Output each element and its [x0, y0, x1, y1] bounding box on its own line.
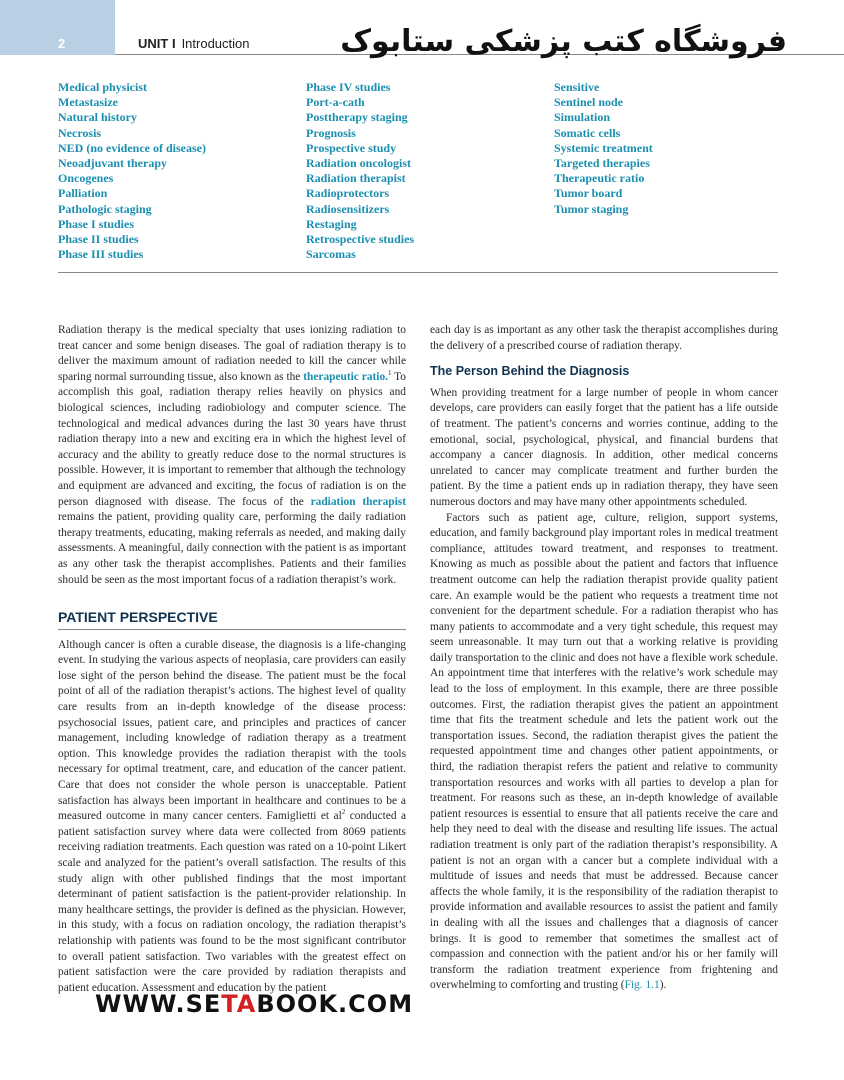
- patient-perspective-paragraph: Although cancer is often a curable disease, the diagnosis is a life-changing event. In studying the various aspects of neoplasia, care providers can easily lose sight of the person behind the disease. The patient must be the focal point of all of the radiation therapist’s actions. The highest level of quality care results from an in-depth knowledge of the disease process: psychosocial issues, patient care, and principles and practices of cancer management, including knowledge of radiation therapy as a treatment option. This knowledge provides the radiation therapist with the tools necessary for optimal treatment, care, and education of the cancer patient. Care that does not consider the whole person is unacceptable. Patient satisfaction has always been important in healthcare and continues to be a measured outcome in many cancer centers. Famiglietti et $al^2$ conducted a patient satisfaction survey where data were collected from 8069 patients receiving radiation treatments. Each question was rated on a 10-point Likert scale and analyzed for the patient’s overall satisfaction. The results of this study align with other published findings that the most important determinant of patient satisfaction is the patient-provider relationship. In many healthcare settings, the provider is defined as the physician. However, in this study, with a focus on radiation oncology, the radiation therapist’s relationship with patients was found to be the most significant contributor to overall patient satisfaction. Two variables with the greatest effect on patient satisfaction were the care provided by radiation therapists and patient education. Assessment and education by the patient: [58, 638, 407, 994]
- key-term: Phase II studies: [58, 232, 139, 247]
- brand-logo-text: فروشگاه کتب پزشکی ستابوک: [340, 24, 787, 59]
- key-term: Simulation: [554, 110, 611, 125]
- key-term: Radiosensitizers: [306, 201, 390, 216]
- key-term: Neoadjuvant therapy: [58, 156, 168, 171]
- key-term: Restaging: [306, 216, 357, 231]
- page-number: 2: [58, 36, 66, 51]
- watermark: WWW.SETABOOK.COM: [95, 990, 414, 1018]
- reference-1: 1: [388, 368, 392, 377]
- key-terms-column-3: [554, 80, 784, 217]
- term-therapeutic-ratio: therapeutic ratio.: [303, 370, 388, 383]
- key-term: Palliation: [58, 186, 108, 201]
- unit-title: Introduction: [181, 36, 250, 51]
- key-term: Tumor board: [554, 186, 623, 201]
- key-term: Pathologic staging: [58, 201, 152, 216]
- key-term: Somatic cells: [554, 125, 621, 140]
- key-term: Radioprotectors: [306, 186, 390, 201]
- key-term: Targeted therapies: [554, 156, 650, 171]
- key-term: Phase I studies: [58, 216, 135, 231]
- key-terms-column-1: [58, 80, 288, 262]
- key-term: Prospective study: [306, 140, 397, 155]
- key-term: Sarcomas: [306, 247, 356, 262]
- key-term: Phase III studies: [58, 247, 144, 262]
- running-header: [138, 36, 250, 51]
- key-term: Tumor staging: [554, 201, 629, 216]
- right-column: [430, 323, 778, 994]
- left-column: [58, 323, 406, 996]
- key-term: Medical physicist: [58, 80, 147, 94]
- key-term: Sensitive: [554, 80, 600, 94]
- key-terms-column-2: [306, 80, 536, 262]
- key-term: Posttherapy staging: [306, 110, 408, 125]
- key-term: Phase IV studies: [306, 80, 391, 94]
- key-term: Radiation oncologist: [306, 156, 412, 171]
- key-term: Systemic treatment: [554, 140, 653, 155]
- key-term: NED (no evidence of disease): [58, 140, 206, 155]
- key-term: Port-a-cath: [306, 95, 365, 110]
- key-term: Radiation therapist: [306, 171, 406, 186]
- key-term: Retrospective studies: [306, 232, 415, 247]
- key-term: Necrosis: [58, 125, 102, 140]
- person-behind-paragraph: When providing treatment for a large number of people in whom cancer develops, care providers can easily forget that the patient has a life outside of treatment. The patient’s concerns and worries continue, adding to the emotional, social, psychological, physical, and financial burdens that accompany a cancer diagnosis. In addition, other medical concerns unrelated to cancer may complicate treatment and further burden the patient. By the time a patient ends up in radiation therapy, they have seen numerous doctors and may have many other appointments scheduled.: [430, 386, 778, 508]
- key-term: Sentinel node: [554, 95, 624, 110]
- unit-label: UNIT I: [138, 36, 176, 51]
- continued-paragraph: each day is as important as any other task the therapist accomplishes during the delivery of a prescribed course of radiation therapy.: [430, 324, 778, 352]
- figure-link[interactable]: Fig. 1.1: [624, 979, 660, 992]
- intro-paragraph: Radiation therapy is the medical specialty that uses ionizing radiation to treat cancer and some benign diseases. The goal of radiation therapy is to deliver the maximum amount of radiation needed to kill the cancer while sparing normal surrounding tissue, also known as the therapeutic ratio.$^1$ To accomplish this goal, radiation therapy relies heavily on physics and biological sciences, including radiobiology and computer science. The technological and medical advances during the last 30 years have thrust radiation therapy into a new and exciting era in which the highest level of accuracy and the ability to greatly reduce dose to the normal structures is possible. However, it is important to remember that although the technology and equipment are advanced and exciting, the focus of radiation is on the person diagnosed with disease. The focus of the radiation therapist remains the patient, providing quality care, performing the daily radiation therapy treatments, educating, making referrals as needed, and making daily assessments. A meaningful, daily connection with the patient is as important as any other task the therapist accomplishes. Patients and their families should be seen as the most important focus of a radiation therapist’s work.: [58, 324, 407, 586]
- key-term: Therapeutic ratio: [554, 171, 645, 186]
- factors-paragraph: Factors such as patient age, culture, religion, support systems, education, and family background play important roles in medical treatment compliance, attitudes toward treatment, and responses to treatment. Knowing as much as possible about the patient and factors that influence treatment outcome can help the radiation therapist provide quality patient care. An example would be the patient who requests a treatment time not convenient for the department schedule. For a radiation therapist who has many patients to accommodate and a very tight schedule, this request may seem unreasonable. It may turn out that a working relative is providing daily transportation to the clinic and does not have a flexible work schedule. An appointment time that interferes with the relative’s work schedule may lead to the loss of employment. In this example, there are three possible outcomes. First, the radiation therapist gives the patient an appointment time that fits the treatment schedule and lets the patient work out the transportation issues. Second, the radiation therapist gives the patient the requested appointment time and changes other patient appointments, or third, the radiation therapist refers the patient and relative to community transportation resources and works with all parties to develop a plan for treatment. For reasons such as these, an in-depth knowledge of available patient resources is essential to ensure that all patients receive the care and help they need to deal with the disease and resulting life issues. The actual radiation treatment is only part of the radiation therapist’s responsibility. A patient is not an organ with a cancer but a complete individual with a multitude of issues and needs that must be addressed. Because cancer affects the whole family, it is the responsibility of the radiation therapist to provide information and available resources to assist the patient and family in dealing with all the issues and challenges that a diagnosis of cancer brings. It is good to remember that sometimes the smallest act of compassion and connection with the patient and/or his or her family will transform the radiation treatment experience from frightening and overwhelming to comforting and trusting (Fig. 1.1).: [430, 511, 778, 992]
- key-term: Oncogenes: [58, 171, 114, 186]
- key-term: Natural history: [58, 110, 137, 125]
- key-term: Metastasize: [58, 95, 118, 110]
- section-heading: PATIENT PERSPECTIVE: [58, 610, 406, 630]
- term-radiation-therapist: radiation therapist: [310, 495, 406, 508]
- subsection-heading: The Person Behind the Diagnosis: [430, 364, 630, 379]
- key-terms-rule: [58, 272, 778, 273]
- key-term: Prognosis: [306, 125, 356, 140]
- reference-2: 2: [341, 808, 346, 817]
